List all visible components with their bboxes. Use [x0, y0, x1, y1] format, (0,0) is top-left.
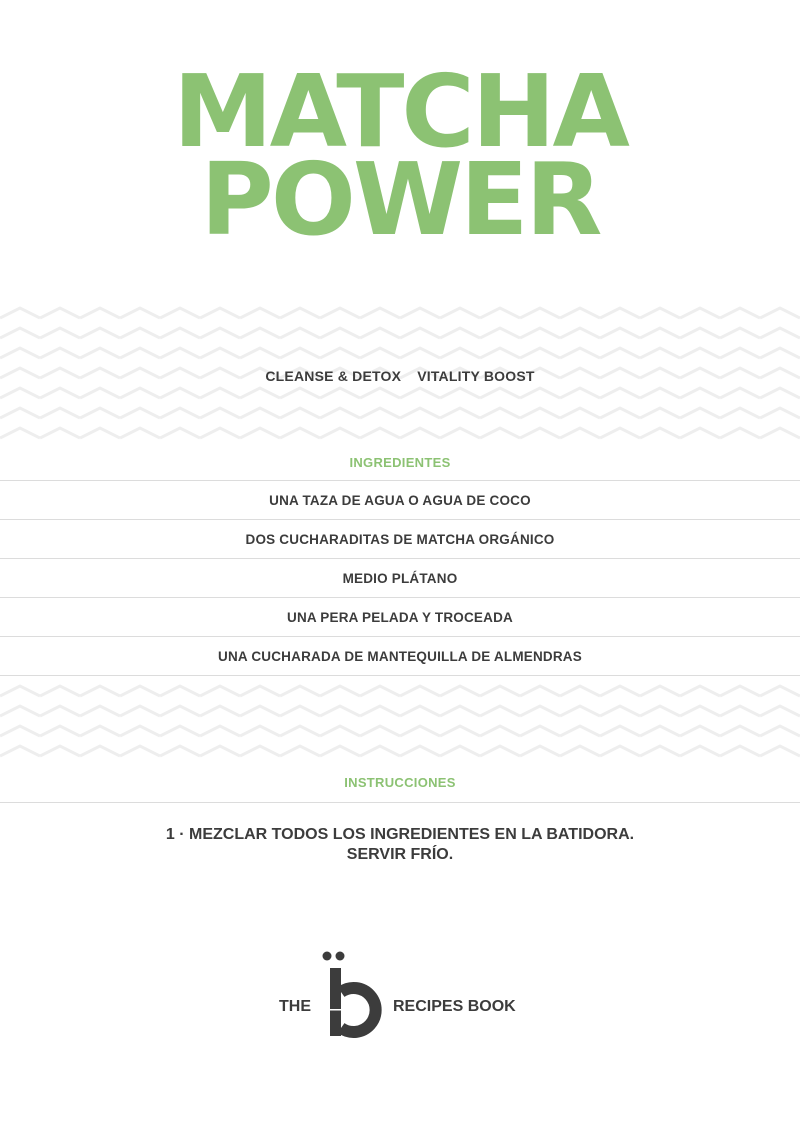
- b-umlaut-logo-icon: [320, 948, 390, 1040]
- zigzag-band-bottom: [0, 682, 800, 764]
- ingredient-item: UNA CUCHARADA DE MANTEQUILLA DE ALMENDRAS: [0, 637, 800, 676]
- title-line-2: POWER: [200, 141, 600, 258]
- brand-right-text: RECIPES BOOK: [393, 998, 516, 1015]
- title-line-1: MATCHA: [173, 53, 627, 170]
- instruction-line: SERVIR FRÍO.: [346, 846, 454, 863]
- ingredient-list: [0, 481, 800, 676]
- brand-left-text: THE: [279, 998, 311, 1015]
- instruction-line: 1 · MEZCLAR TODOS LOS INGREDIENTES EN LA BATIDORA.: [165, 826, 635, 843]
- divider: [0, 802, 800, 803]
- instructions-heading: INSTRUCCIONES: [344, 775, 456, 790]
- ingredient-item: MEDIO PLÁTANO: [0, 559, 800, 598]
- ingredient-item: UNA TAZA DE AGUA O AGUA DE COCO: [0, 481, 800, 520]
- brand-logo: [0, 948, 800, 1048]
- instructions-text: [0, 825, 800, 865]
- tag-vitality-boost: VITALITY BOOST: [417, 368, 535, 384]
- ingredients-heading: INGREDIENTES: [349, 455, 451, 470]
- ingredient-item: DOS CUCHARADITAS DE MATCHA ORGÁNICO: [0, 520, 800, 559]
- ingredient-item: UNA PERA PELADA Y TROCEADA: [0, 598, 800, 637]
- recipe-tags: [0, 368, 800, 384]
- tag-cleanse-detox: CLEANSE & DETOX: [265, 368, 402, 384]
